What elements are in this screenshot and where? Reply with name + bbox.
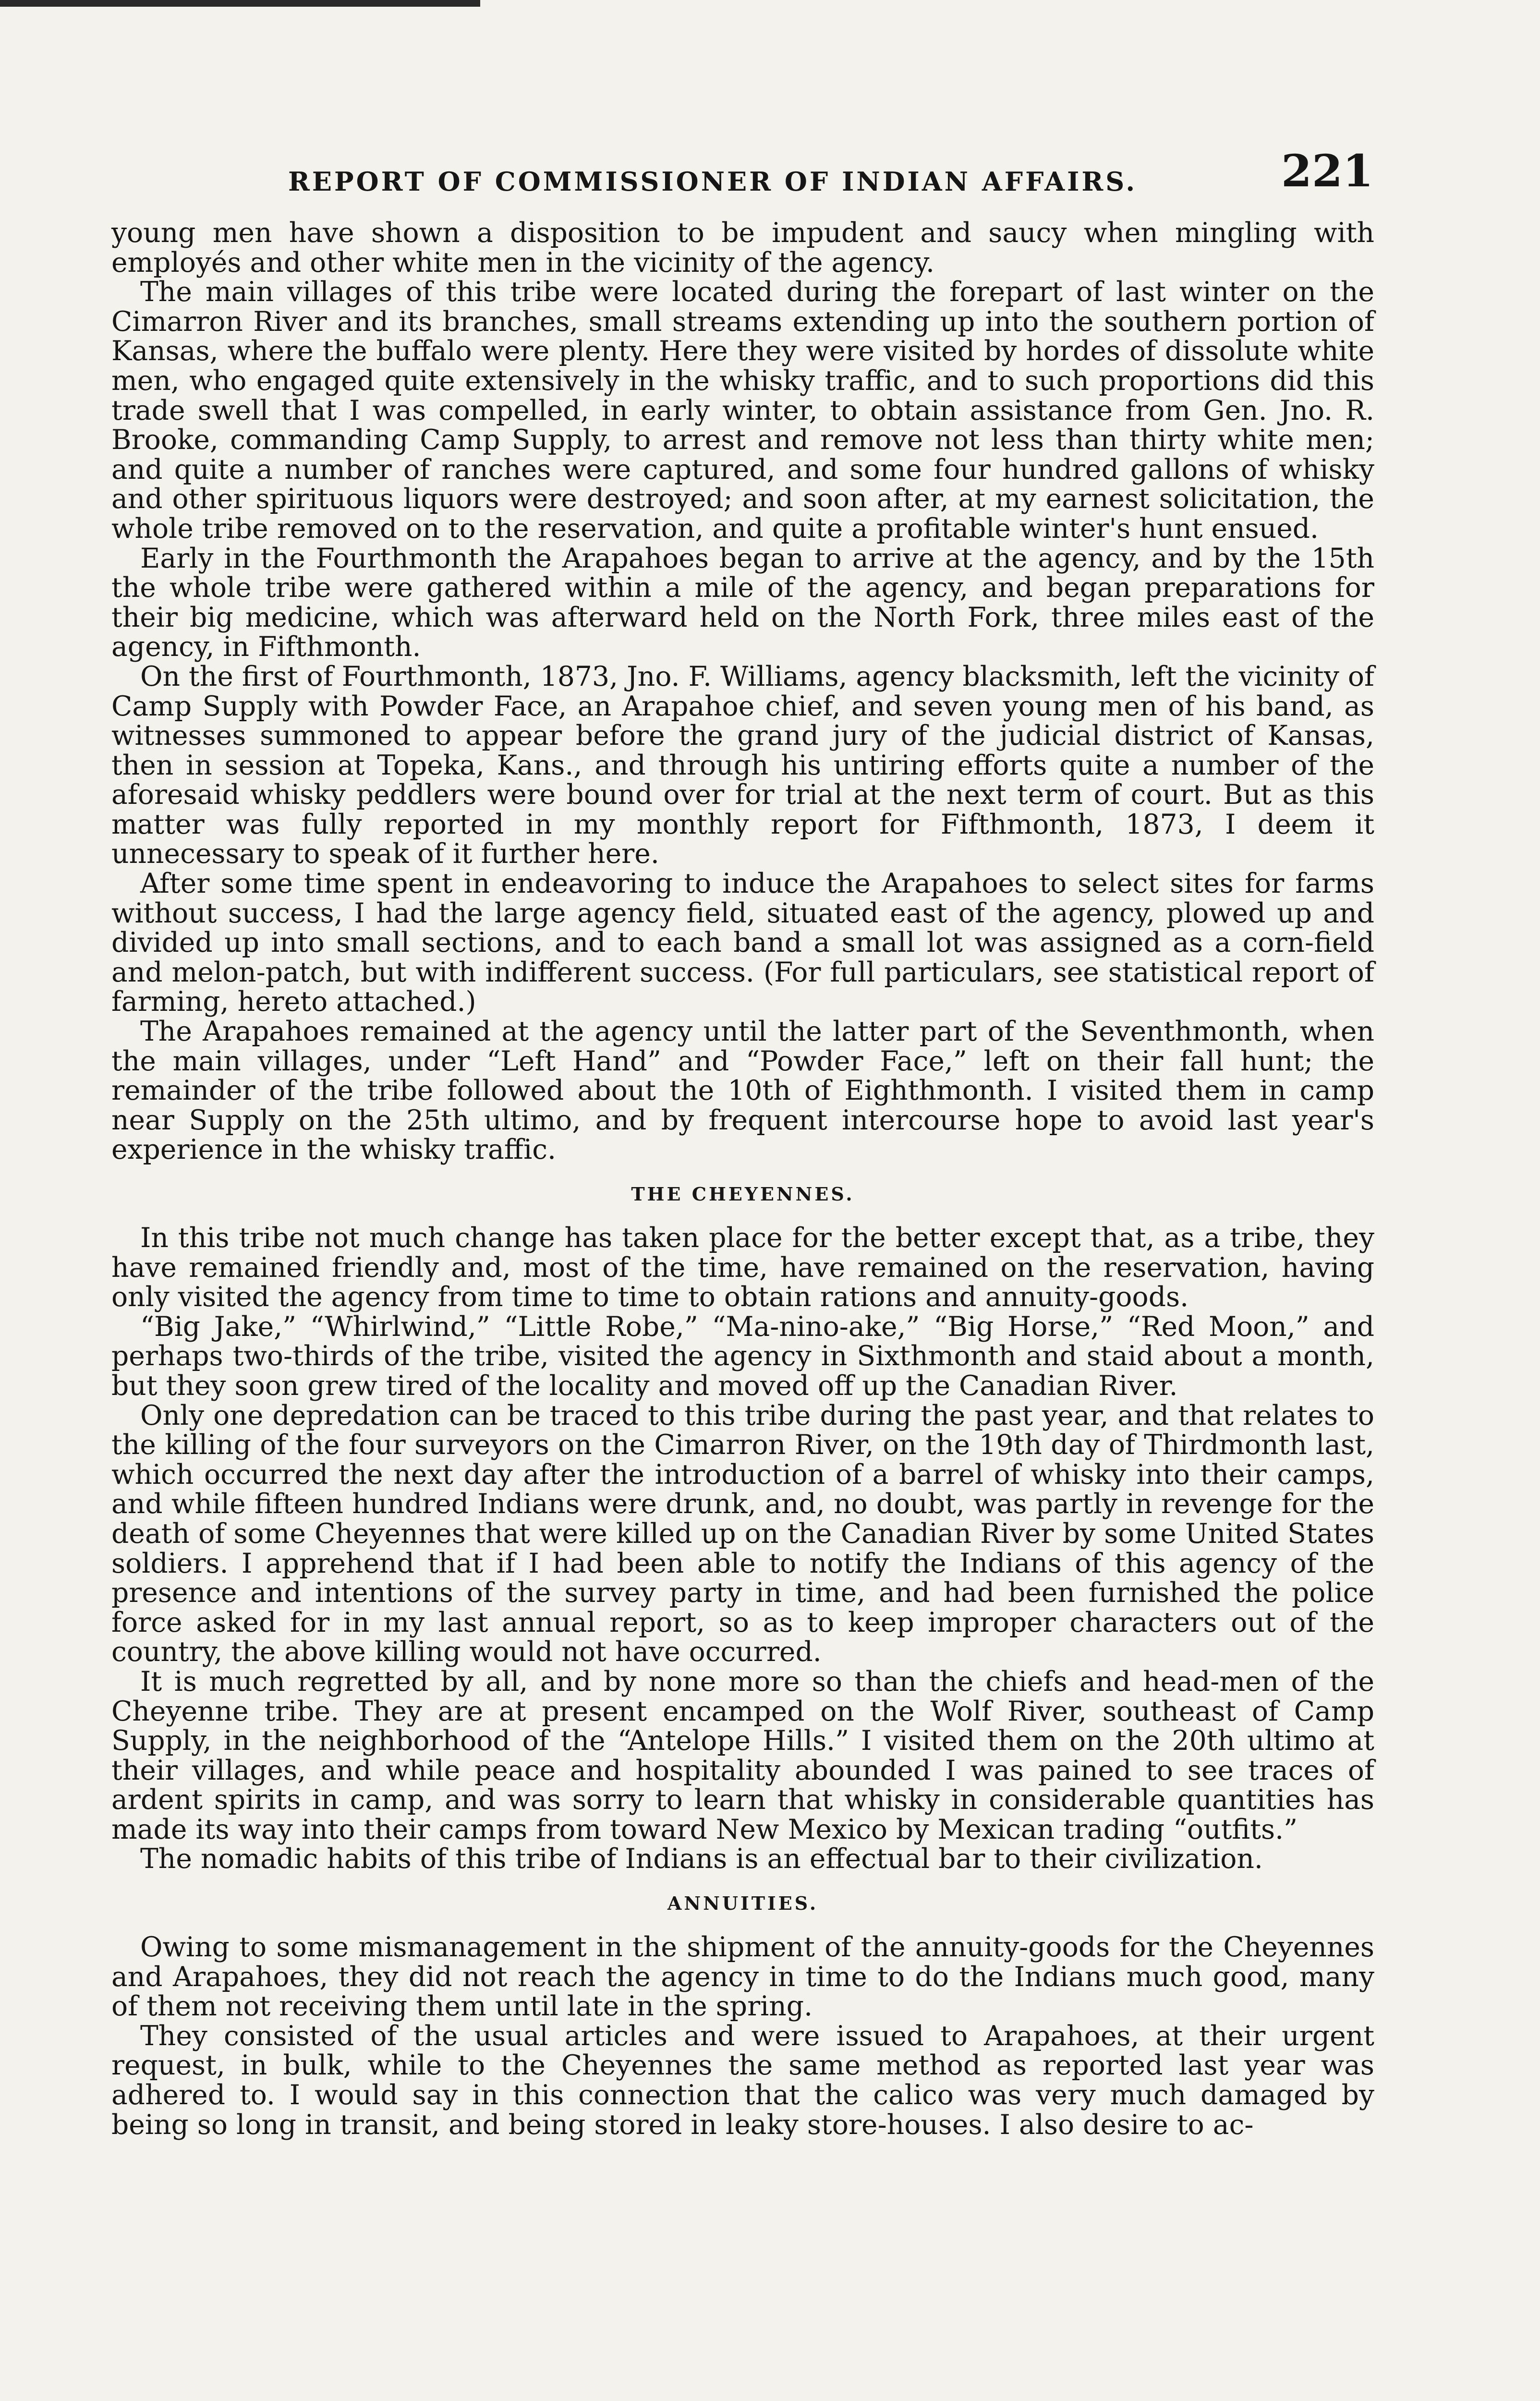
section-heading-annuities: ANNUITIES. (667, 1892, 819, 1915)
paragraph: Owing to some mismanagement in the shipment of the annuity-goods for the Cheyennes and Arapahoes, they did not reach the agency in time to do the Indians much good, many of them not receiving them until late in the spring. (111, 1931, 1374, 2023)
paragraph: Early in the Fourthmonth the Arapahoes began to arrive at the agency, and by the 15th the whole tribe were gathered within a mile of the agency, and began preparations for their big medicine, which was afterward held on the North Fork, three miles east of the agency, in Fifthmonth. (111, 542, 1374, 663)
paragraph: young men have shown a disposition to be impudent and saucy when mingling with employés and other white men in the vicinity of the agency. (111, 217, 1374, 279)
paragraph: On the first of Fourthmonth, 1873, Jno. F. Williams, agency blacksmith, left the vicinity of Camp Supply with Powder Face, an Arapahoe chief, and seven young men of his band, as witnesses summoned to appear before the grand jury of the judicial district of Kansas, then in session at Topeka, Kans., and through his untiring efforts quite a number of the aforesaid whisky peddlers were bound over for trial at the next term of court. But as this matter was fully reported in my monthly report for Fifthmonth, 1873, I deem it unnecessary to speak of it further here. (111, 660, 1374, 870)
page-number: 221 (1281, 145, 1373, 197)
section-heading-cheyennes: THE CHEYENNES. (631, 1183, 855, 1205)
paragraph: It is much regretted by all, and by none more so than the chiefs and head-men of the Cheyenne tribe. They are at present encamped on the Wolf River, southeast of Camp Supply, in the neighborhood of the “Antelope Hills.” I visited them on the 20th ultimo at their villages, and while peace and hospitality abounded I was pained to see traces of ardent spirits in camp, and was sorry to learn that whisky in considerable quantities has made its way into their camps from toward New Mexico by Mexican trading “outfits.” (111, 1665, 1374, 1845)
paragraph: “Big Jake,” “Whirlwind,” “Little Robe,” “Ma-nino-ake,” “Big Horse,” “Red Moon,” and perhaps two-thirds of the tribe, visited the agency in Sixthmonth and staid about a month, but they soon grew tired of the locality and moved off up the Canadian River. (111, 1310, 1374, 1402)
paragraph: The main villages of this tribe were located during the forepart of last winter on the Cimarron River and its branches, small streams extending up into the southern portion of Kansas, where the buffalo were plenty. Here they were visited by hordes of dissolute white men, who engaged quite extensively in the whisky traffic, and to such proportions did this trade swell that I was compelled, in early winter, to obtain assistance from Gen. Jno. R. Brooke, commanding Camp Supply, to arrest and remove not less than thirty white men; and quite a number of ranches were captured, and some four hundred gallons of whisky and other spirituous liquors were destroyed; and soon after, at my earnest solicitation, the whole tribe removed on to the reservation, and quite a profitable winter's hunt ensued. (111, 276, 1374, 545)
paragraph: The nomadic habits of this tribe of Indians is an effectual bar to their civilization. (140, 1843, 1263, 1875)
page-header (288, 139, 1373, 197)
running-head: REPORT OF COMMISSIONER OF INDIAN AFFAIRS. (288, 166, 1138, 197)
scan-edge-mark (0, 0, 1540, 7)
paragraph: They consisted of the usual articles and were issued to Arapahoes, at their urgent request, in bulk, while to the Cheyennes the same method as reported last year was adhered to. I would say in this connection that the calico was very much damaged by being so long in transit, and being stored in leaky store-houses. I also desire to ac- (111, 2020, 1374, 2141)
paragraph: After some time spent in endeavoring to induce the Arapahoes to select sites for farms without success, I had the large agency field, situated east of the agency, plowed up and divided up into small sections, and to each band a small lot was assigned as a corn-field and melon-patch, but with indifferent success. (For full particulars, see statistical report of farming, hereto attached.) (111, 868, 1374, 1018)
paragraph: Only one depredation can be traced to this tribe during the past year, and that relates to the killing of the four surveyors on the Cimarron River, on the 19th day of Thirdmonth last, which occurred the next day after the introduction of a barrel of whisky into their camps, and while fifteen hundred Indians were drunk, and, no doubt, was partly in revenge for the death of some Cheyennes that were killed up on the Canadian River by some United States soldiers. I apprehend that if I had been able to notify the Indians of this agency of the presence and intentions of the survey party in time, and had been furnished the police force asked for in my last annual report, so as to keep improper characters out of the country, the above killing would not have occurred. (111, 1399, 1374, 1668)
paragraph: In this tribe not much change has taken place for the better except that, as a tribe, they have remained friendly and, most of the time, have remained on the reservation, having only visited the agency from time to time to obtain rations and annuity-goods. (111, 1222, 1374, 1313)
body-text (111, 218, 1374, 2140)
paragraph: The Arapahoes remained at the agency until the latter part of the Seventhmonth, when the main villages, under “Left Hand” and “Powder Face,” left on their fall hunt; the remainder of the tribe followed about the 10th of Eighthmonth. I visited them in camp near Supply on the 25th ultimo, and by frequent intercourse hope to avoid last year's experience in the whisky traffic. (111, 1016, 1374, 1166)
